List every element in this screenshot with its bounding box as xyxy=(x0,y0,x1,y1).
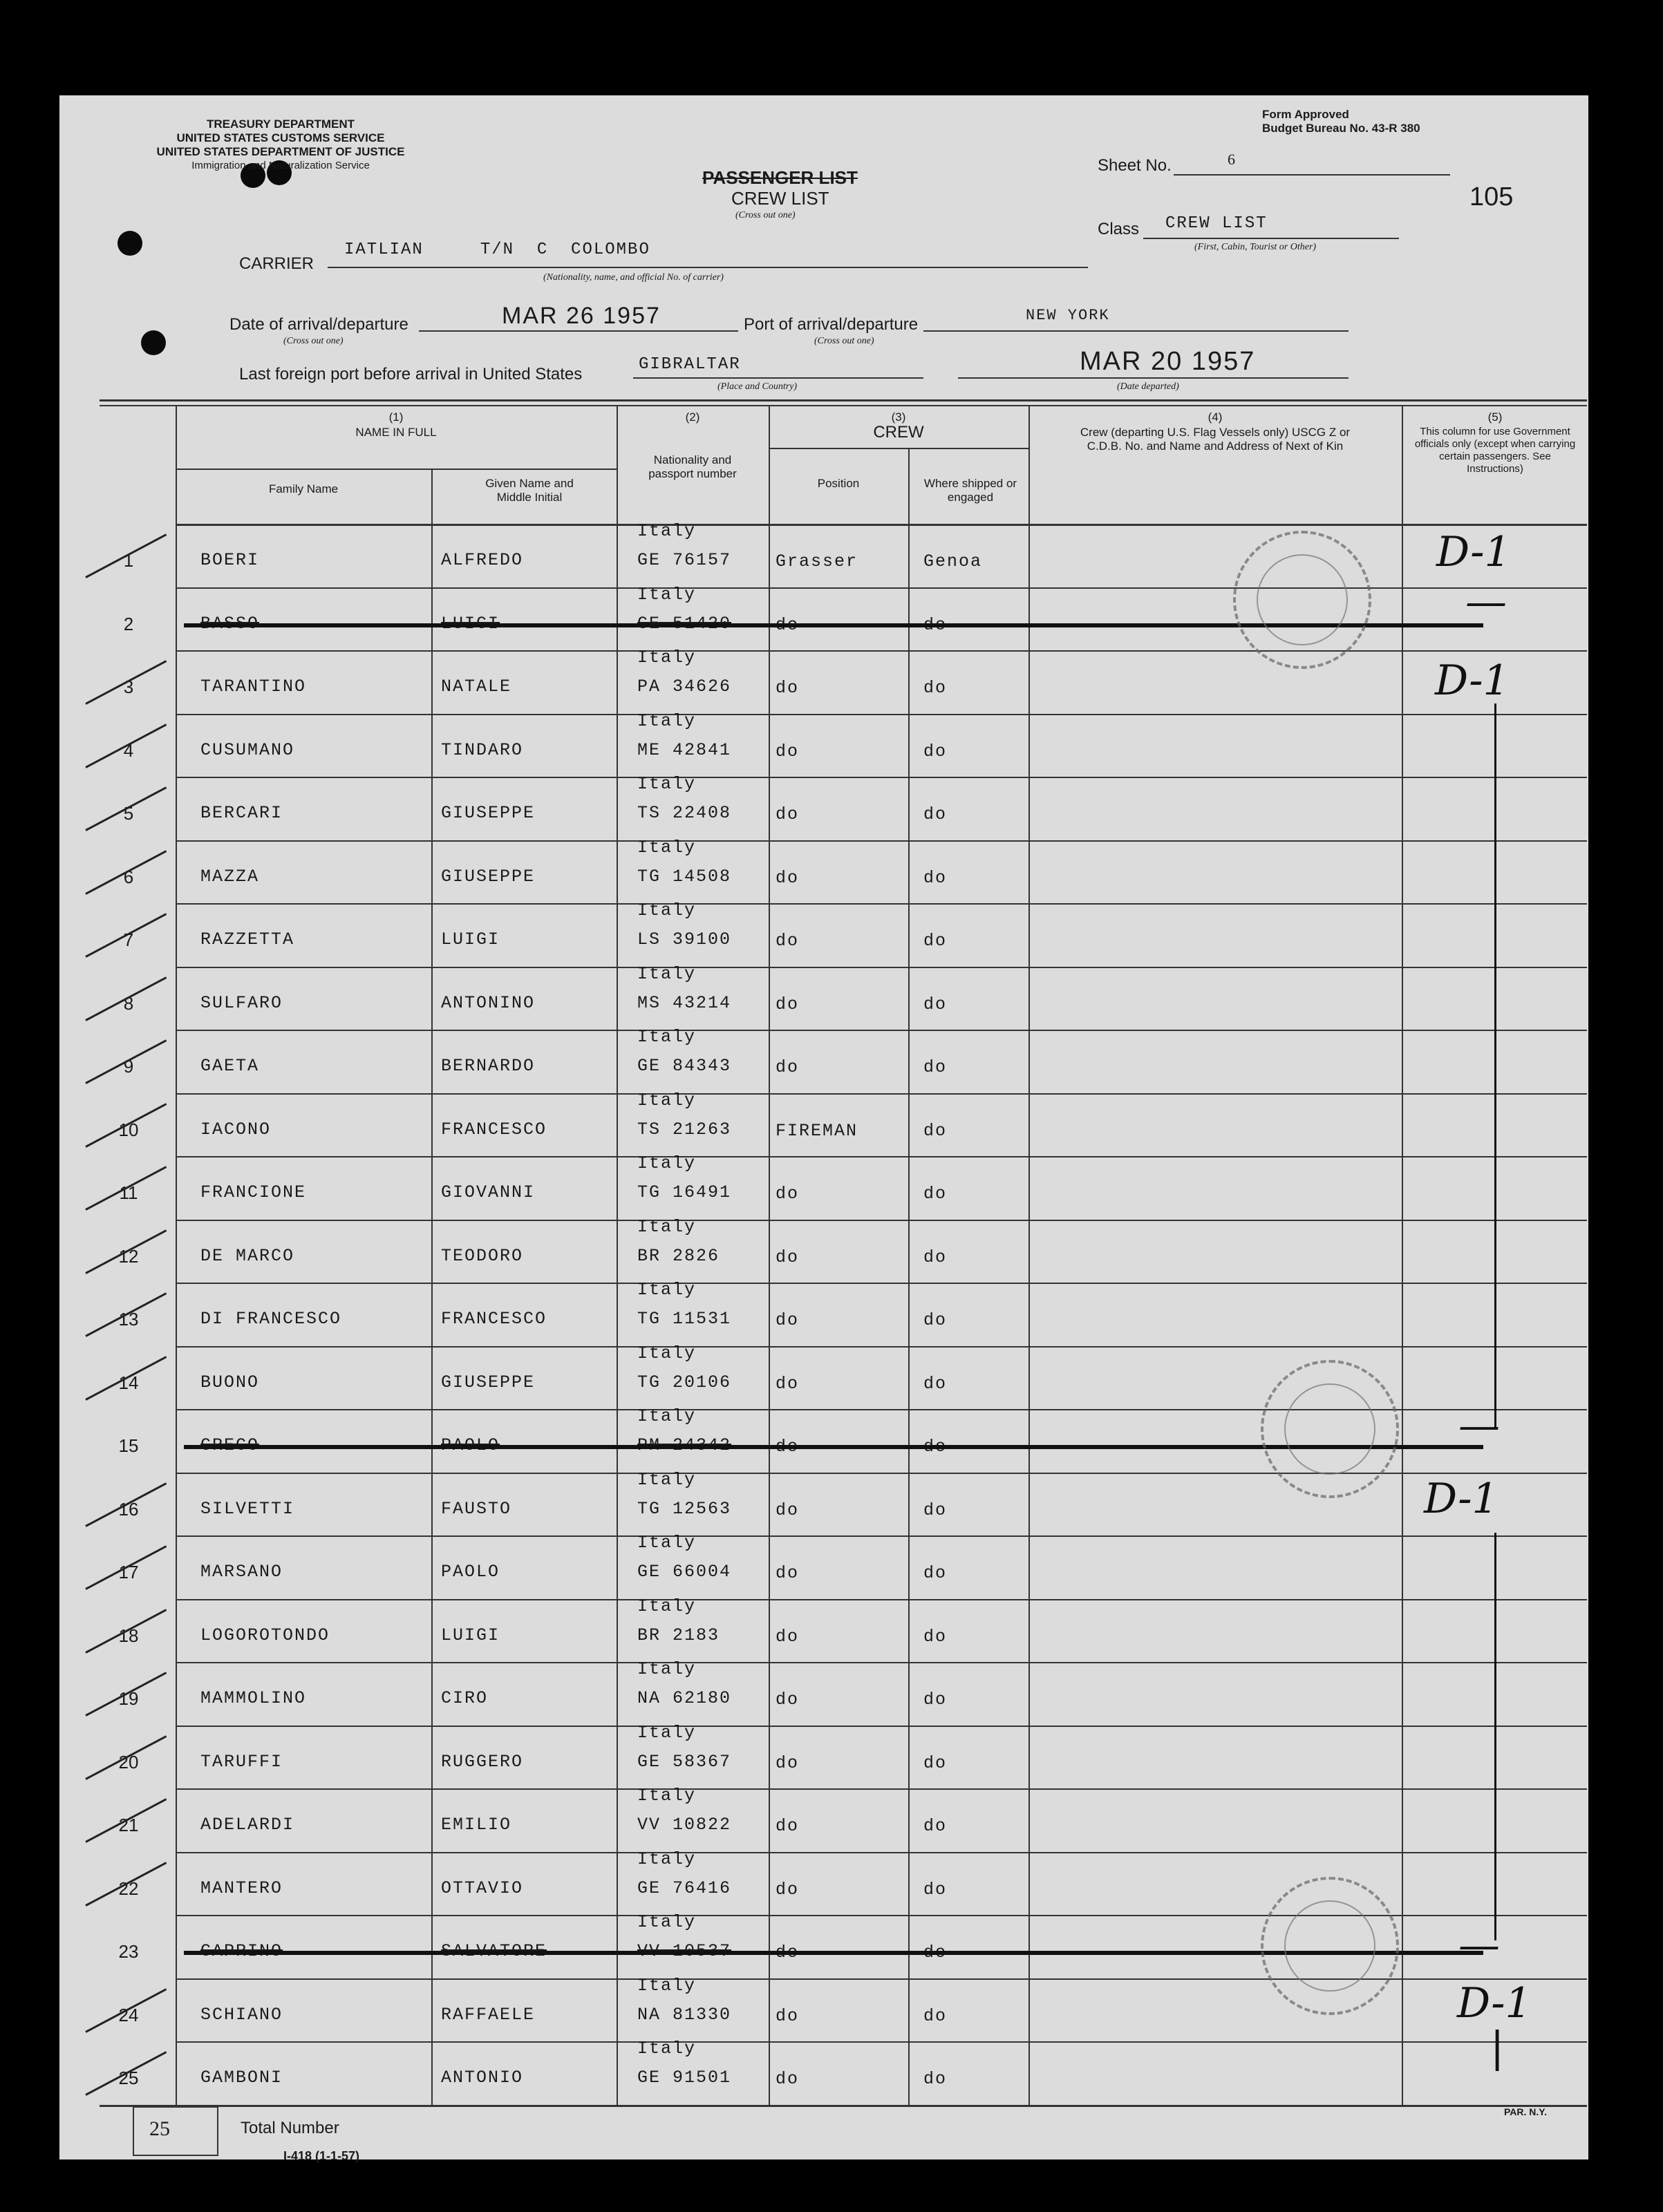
class-caption: (First, Cabin, Tourist or Other) xyxy=(1194,242,1317,252)
position: do xyxy=(776,1373,800,1394)
col1-title: NAME IN FULL xyxy=(355,426,437,439)
passport-number: GE 76416 xyxy=(637,1878,732,1898)
col5-num: (5) xyxy=(1487,410,1503,424)
table-row xyxy=(59,837,1588,904)
last-port-line xyxy=(633,377,923,379)
position: do xyxy=(776,804,800,824)
budget-bureau: Budget Bureau No. 43-R 380 xyxy=(1262,122,1420,135)
passport-number: TG 12563 xyxy=(637,1498,732,1519)
table-row xyxy=(59,1596,1588,1663)
punch-hole xyxy=(118,231,142,256)
given-name: SALVATORE xyxy=(441,1941,547,1961)
table-row xyxy=(59,1027,1588,1093)
table-row xyxy=(59,2041,1588,2105)
col3-title: CREW xyxy=(873,423,924,442)
agency-heading xyxy=(135,117,426,173)
col4-title: Crew (departing U.S. Flag Vessels only) USCG Z or C.D.B. No. and Name and Address of Next of Kin xyxy=(1080,426,1351,453)
nationality: Italy xyxy=(637,1975,697,1996)
official-stamp xyxy=(1233,531,1371,669)
row-number: 6 xyxy=(123,866,134,887)
where-shipped: do xyxy=(923,1310,948,1330)
position: do xyxy=(776,1879,800,1900)
given-name-header: Given Name and Middle Initial xyxy=(485,477,574,504)
row-number: 9 xyxy=(123,1056,134,1077)
where-shipped: do xyxy=(923,1500,948,1520)
row-number: 16 xyxy=(118,1498,139,1520)
total-box xyxy=(133,2106,218,2156)
family-name: TARUFFI xyxy=(200,1751,283,1772)
family-name: SILVETTI xyxy=(200,1498,295,1519)
crew-list-title: CREW LIST xyxy=(731,188,829,209)
position: FIREMAN xyxy=(776,1120,858,1141)
position: do xyxy=(776,867,800,888)
position: do xyxy=(776,1752,800,1773)
family-name: BASSO xyxy=(200,613,260,634)
family-name: MANTERO xyxy=(200,1878,283,1898)
position: do xyxy=(776,2005,800,2026)
given-name: EMILIO xyxy=(441,1815,512,1835)
nationality: Italy xyxy=(637,521,697,541)
class-line xyxy=(1143,238,1399,239)
table-row xyxy=(59,1722,1588,1789)
sheet-number: 6 xyxy=(1228,151,1235,168)
annotation-bracket xyxy=(1494,1533,1496,1940)
where-shipped: do xyxy=(923,1373,948,1394)
nationality: Italy xyxy=(637,1786,697,1806)
where-shipped: do xyxy=(923,1563,948,1583)
printer-mark: PAR. N.Y. xyxy=(1504,2106,1547,2117)
given-name: FRANCESCO xyxy=(441,1309,547,1329)
table-row xyxy=(59,963,1588,1030)
position: do xyxy=(776,931,800,951)
nationality: Italy xyxy=(637,584,697,605)
col1-num: (1) xyxy=(388,410,404,424)
annotation-d1: D-1 xyxy=(1424,1475,1498,1523)
nationality: Italy xyxy=(637,1216,697,1237)
row-number: 8 xyxy=(123,992,134,1014)
given-name: NATALE xyxy=(441,677,512,697)
passport-number: GE 58367 xyxy=(637,1751,732,1772)
where-shipped: do xyxy=(923,1057,948,1077)
date-departed-caption: (Date departed) xyxy=(1117,381,1179,392)
carrier-line xyxy=(328,267,1088,268)
family-name: SCHIANO xyxy=(200,2004,283,2025)
annotation-bar: | xyxy=(1490,2023,1505,2072)
position: do xyxy=(776,1563,800,1583)
nationality: Italy xyxy=(637,647,697,668)
row-number: 1 xyxy=(123,550,134,571)
where-shipped: do xyxy=(923,678,948,698)
passport-number: BR 2826 xyxy=(637,1245,720,1266)
passport-number: TG 20106 xyxy=(637,1372,732,1392)
nationality: Italy xyxy=(637,1596,697,1616)
given-name: LUIGI xyxy=(441,929,500,949)
nationality: Italy xyxy=(637,1659,697,1679)
table-row xyxy=(59,900,1588,967)
given-name: OTTAVIO xyxy=(441,1878,524,1898)
family-name: CUSUMANO xyxy=(200,739,295,760)
given-name: ANTONIO xyxy=(441,2068,524,2088)
where-shipped: do xyxy=(923,931,948,951)
given-name: PAOLO xyxy=(441,1435,500,1455)
row-number: 20 xyxy=(118,1751,139,1773)
col2-title: Nationality and passport number xyxy=(648,453,737,480)
carrier-caption: (Nationality, name, and official No. of carrier) xyxy=(543,272,724,283)
row-number: 18 xyxy=(118,1625,139,1646)
family-name: BUONO xyxy=(200,1372,260,1392)
passport-number: VV 10822 xyxy=(637,1815,732,1835)
family-name: BOERI xyxy=(200,550,260,570)
where-shipped: do xyxy=(923,1816,948,1836)
carrier-value: IATLIAN T/N C COLOMBO xyxy=(344,240,650,259)
where-shipped: do xyxy=(923,1752,948,1773)
position: do xyxy=(776,741,800,762)
annotation-dash: — xyxy=(1465,578,1507,626)
row-number: 5 xyxy=(123,803,134,824)
position: do xyxy=(776,1310,800,1330)
agency-line: UNITED STATES CUSTOMS SERVICE xyxy=(176,131,385,144)
nationality: Italy xyxy=(637,1027,697,1047)
annotation-d1: D-1 xyxy=(1436,528,1511,576)
family-name: GAETA xyxy=(200,1056,260,1076)
where-shipped: do xyxy=(923,741,948,762)
date-arrival-line xyxy=(419,330,738,332)
page-number: 105 xyxy=(1469,182,1514,211)
family-name: GAMBONI xyxy=(200,2068,283,2088)
nationality: Italy xyxy=(637,1406,697,1426)
official-stamp xyxy=(1261,1360,1399,1498)
where-shipped: do xyxy=(923,1184,948,1204)
nationality: Italy xyxy=(637,1090,697,1110)
position: do xyxy=(776,1057,800,1077)
position: do xyxy=(776,1626,800,1647)
passport-number: VV 10537 xyxy=(637,1941,732,1961)
family-name: MAMMOLINO xyxy=(200,1688,307,1708)
nationality: Italy xyxy=(637,1280,697,1300)
row-number: 2 xyxy=(123,613,134,634)
position: do xyxy=(776,678,800,698)
table-row xyxy=(59,710,1588,777)
table-row xyxy=(59,1090,1588,1157)
given-name: BERNARDO xyxy=(441,1056,536,1076)
where-shipped: do xyxy=(923,1247,948,1267)
sheet-line xyxy=(1174,174,1450,176)
last-port-caption: (Place and Country) xyxy=(717,381,798,392)
date-arrival-caption: (Cross out one) xyxy=(283,336,344,346)
table-top-rule-2 xyxy=(100,405,1587,406)
passport-number: TS 22408 xyxy=(637,803,732,823)
nationality: Italy xyxy=(637,710,697,731)
where-shipped: do xyxy=(923,1879,948,1900)
passenger-list-title: PASSENGER LIST xyxy=(702,167,858,188)
given-name: FAUSTO xyxy=(441,1498,512,1519)
family-name: LOGOROTONDO xyxy=(200,1625,330,1645)
family-name: DE MARCO xyxy=(200,1245,295,1266)
given-name: TINDARO xyxy=(441,739,524,760)
given-name: LUIGI xyxy=(441,613,500,634)
given-name: GIUSEPPE xyxy=(441,1372,536,1392)
given-name: RAFFAELE xyxy=(441,2004,536,2025)
row-number: 23 xyxy=(118,1941,139,1962)
passport-number: ME 42841 xyxy=(637,739,732,760)
annotation-dash: — xyxy=(1458,1921,1500,1969)
passport-number: GE 51420 xyxy=(637,613,732,634)
table-row xyxy=(59,1153,1588,1220)
given-name: ALFREDO xyxy=(441,550,524,570)
passport-number: GE 84343 xyxy=(637,1056,732,1076)
col2-num: (2) xyxy=(685,410,700,424)
row-number: 4 xyxy=(123,739,134,761)
position: do xyxy=(776,2069,800,2089)
passport-number: TG 11531 xyxy=(637,1309,732,1329)
family-name: BERCARI xyxy=(200,803,283,823)
passport-number: TG 16491 xyxy=(637,1182,732,1202)
family-name: CAPRINO xyxy=(200,1941,283,1961)
row-number: 14 xyxy=(118,1372,139,1393)
port-caption: (Cross out one) xyxy=(814,336,874,346)
table-row xyxy=(59,1659,1588,1726)
row-number: 17 xyxy=(118,1562,139,1582)
date-arrival-label: Date of arrival/departure xyxy=(229,315,408,334)
nationality: Italy xyxy=(637,1469,697,1490)
row-number: 11 xyxy=(119,1182,138,1203)
passport-number: TG 14508 xyxy=(637,866,732,887)
agency-line: UNITED STATES DEPARTMENT OF JUSTICE xyxy=(156,145,405,158)
manifest-sheet xyxy=(59,95,1588,2163)
family-name: DI FRANCESCO xyxy=(200,1309,342,1329)
nationality: Italy xyxy=(637,1343,697,1363)
family-name: SULFARO xyxy=(200,992,283,1013)
row-number: 24 xyxy=(118,2004,139,2025)
row-number: 7 xyxy=(123,929,134,950)
where-shipped: do xyxy=(923,867,948,888)
family-name: MARSANO xyxy=(200,1562,283,1582)
annotation-bracket xyxy=(1494,703,1496,1429)
family-name: RAZZETTA xyxy=(200,929,295,949)
annotation-d1: D-1 xyxy=(1457,1979,1532,2027)
row-number: 25 xyxy=(118,2068,139,2088)
family-name: IACONO xyxy=(200,1119,272,1140)
given-name: GIUSEPPE xyxy=(441,866,536,887)
where-shipped: Genoa xyxy=(923,551,983,571)
passport-number: LS 39100 xyxy=(637,929,732,949)
given-name: ANTONINO xyxy=(441,992,536,1013)
row-divider xyxy=(176,2105,1587,2106)
where-shipped: do xyxy=(923,2069,948,2089)
col4-num: (4) xyxy=(1208,410,1223,424)
nationality: Italy xyxy=(637,900,697,920)
row-number: 13 xyxy=(118,1309,139,1330)
row-number: 12 xyxy=(118,1245,139,1267)
punch-hole xyxy=(141,330,166,355)
sheet-label: Sheet No. xyxy=(1098,156,1172,175)
table-row xyxy=(59,1788,1588,1852)
position: do xyxy=(776,994,800,1014)
annotation-dash: — xyxy=(1458,1401,1500,1450)
row-number: 22 xyxy=(118,1878,139,1899)
family-name: TARANTINO xyxy=(200,677,307,697)
position: do xyxy=(776,614,800,635)
table-row xyxy=(59,774,1588,840)
where-shipped: do xyxy=(923,1626,948,1647)
passport-number: TS 21263 xyxy=(637,1119,732,1140)
passport-number: NA 62180 xyxy=(637,1688,732,1708)
carrier-label: CARRIER xyxy=(239,254,314,273)
passport-number: MS 43214 xyxy=(637,992,732,1013)
date-departed-line xyxy=(958,377,1349,379)
port-label: Port of arrival/departure xyxy=(744,315,919,334)
position: do xyxy=(776,1942,800,1963)
given-name: LUIGI xyxy=(441,1625,500,1645)
date-departed-value: MAR 20 1957 xyxy=(1080,347,1256,376)
form-id: I-418 (1-1-57) xyxy=(283,2149,360,2163)
position: do xyxy=(776,1816,800,1836)
position: do xyxy=(776,1500,800,1520)
row-number: 19 xyxy=(118,1688,139,1709)
total-value: 25 xyxy=(149,2117,170,2140)
passport-number: NA 81330 xyxy=(637,2004,732,2025)
family-name: ADELARDI xyxy=(200,1815,295,1835)
last-port-value: GIBRALTAR xyxy=(639,355,741,374)
agency-line: TREASURY DEPARTMENT xyxy=(206,117,355,131)
family-name: MAZZA xyxy=(200,866,260,887)
row-number: 21 xyxy=(118,1815,139,1835)
nationality: Italy xyxy=(637,1153,697,1173)
position: Grasser xyxy=(776,551,858,571)
position: do xyxy=(776,1184,800,1204)
table-row xyxy=(59,647,1588,714)
agency-line: Immigration and Naturalization Service xyxy=(191,160,370,171)
where-shipped: do xyxy=(923,1690,948,1710)
where-shipped: do xyxy=(923,614,948,635)
subheader-rule xyxy=(176,469,617,470)
col3-num: (3) xyxy=(891,410,906,424)
family-name: FRANCIONE xyxy=(200,1182,307,1202)
table-row xyxy=(59,1535,1588,1599)
where-shipped: do xyxy=(923,1437,948,1457)
where-shipped: do xyxy=(923,804,948,824)
date-arrival-value: MAR 26 1957 xyxy=(502,303,661,329)
family-name: GRECO xyxy=(200,1435,260,1455)
port-line xyxy=(923,330,1349,332)
table-row xyxy=(59,1280,1588,1346)
nationality: Italy xyxy=(637,837,697,858)
where-shipped: do xyxy=(923,994,948,1014)
given-name: GIUSEPPE xyxy=(441,803,536,823)
nationality: Italy xyxy=(637,2039,697,2059)
col5-title: This column for use Government officials only (except when carrying certain passengers. See Instructions) xyxy=(1414,426,1576,475)
row-number: 3 xyxy=(123,677,134,697)
nationality: Italy xyxy=(637,1849,697,1869)
given-name: RUGGERO xyxy=(441,1751,524,1772)
table-top-rule xyxy=(100,399,1587,401)
class-value: CREW LIST xyxy=(1165,214,1268,233)
port-value: NEW YORK xyxy=(1026,307,1110,324)
family-name-header: Family Name xyxy=(268,482,339,495)
passport-number: GE 91501 xyxy=(637,2068,732,2088)
given-name: PAOLO xyxy=(441,1562,500,1582)
given-name: FRANCESCO xyxy=(441,1119,547,1140)
where-shipped: do xyxy=(923,1120,948,1141)
table-row xyxy=(59,1216,1588,1283)
nationality: Italy xyxy=(637,1722,697,1743)
class-label: Class xyxy=(1098,220,1140,238)
annotation-d1: D-1 xyxy=(1435,656,1510,705)
cross-out-caption: (Cross out one) xyxy=(735,210,796,220)
last-port-label: Last foreign port before arrival in United States xyxy=(239,365,583,384)
position: do xyxy=(776,1437,800,1457)
nationality: Italy xyxy=(637,1912,697,1932)
given-name: GIOVANNI xyxy=(441,1182,536,1202)
passport-number: GE 76157 xyxy=(637,550,732,570)
where-shipped: do xyxy=(923,1942,948,1963)
passport-number: PM 24342 xyxy=(637,1435,732,1455)
form-approved: Form Approved xyxy=(1262,108,1349,121)
nationality: Italy xyxy=(637,963,697,984)
nationality: Italy xyxy=(637,1533,697,1553)
where-shipped: do xyxy=(923,2005,948,2026)
where-shipped-header: Where shipped or engaged xyxy=(923,477,1017,504)
given-name: CIRO xyxy=(441,1688,489,1708)
row-number: 10 xyxy=(118,1119,139,1140)
official-stamp xyxy=(1261,1877,1399,2015)
crew-subheader-rule xyxy=(769,448,1028,449)
total-label: Total Number xyxy=(241,2119,339,2137)
position-header: Position xyxy=(817,477,860,490)
nationality: Italy xyxy=(637,774,697,794)
passport-number: GE 66004 xyxy=(637,1562,732,1582)
passport-number: PA 34626 xyxy=(637,677,732,697)
row-number: 15 xyxy=(118,1435,139,1456)
position: do xyxy=(776,1690,800,1710)
position: do xyxy=(776,1247,800,1267)
given-name: TEODORO xyxy=(441,1245,524,1266)
passport-number: BR 2183 xyxy=(637,1625,720,1645)
